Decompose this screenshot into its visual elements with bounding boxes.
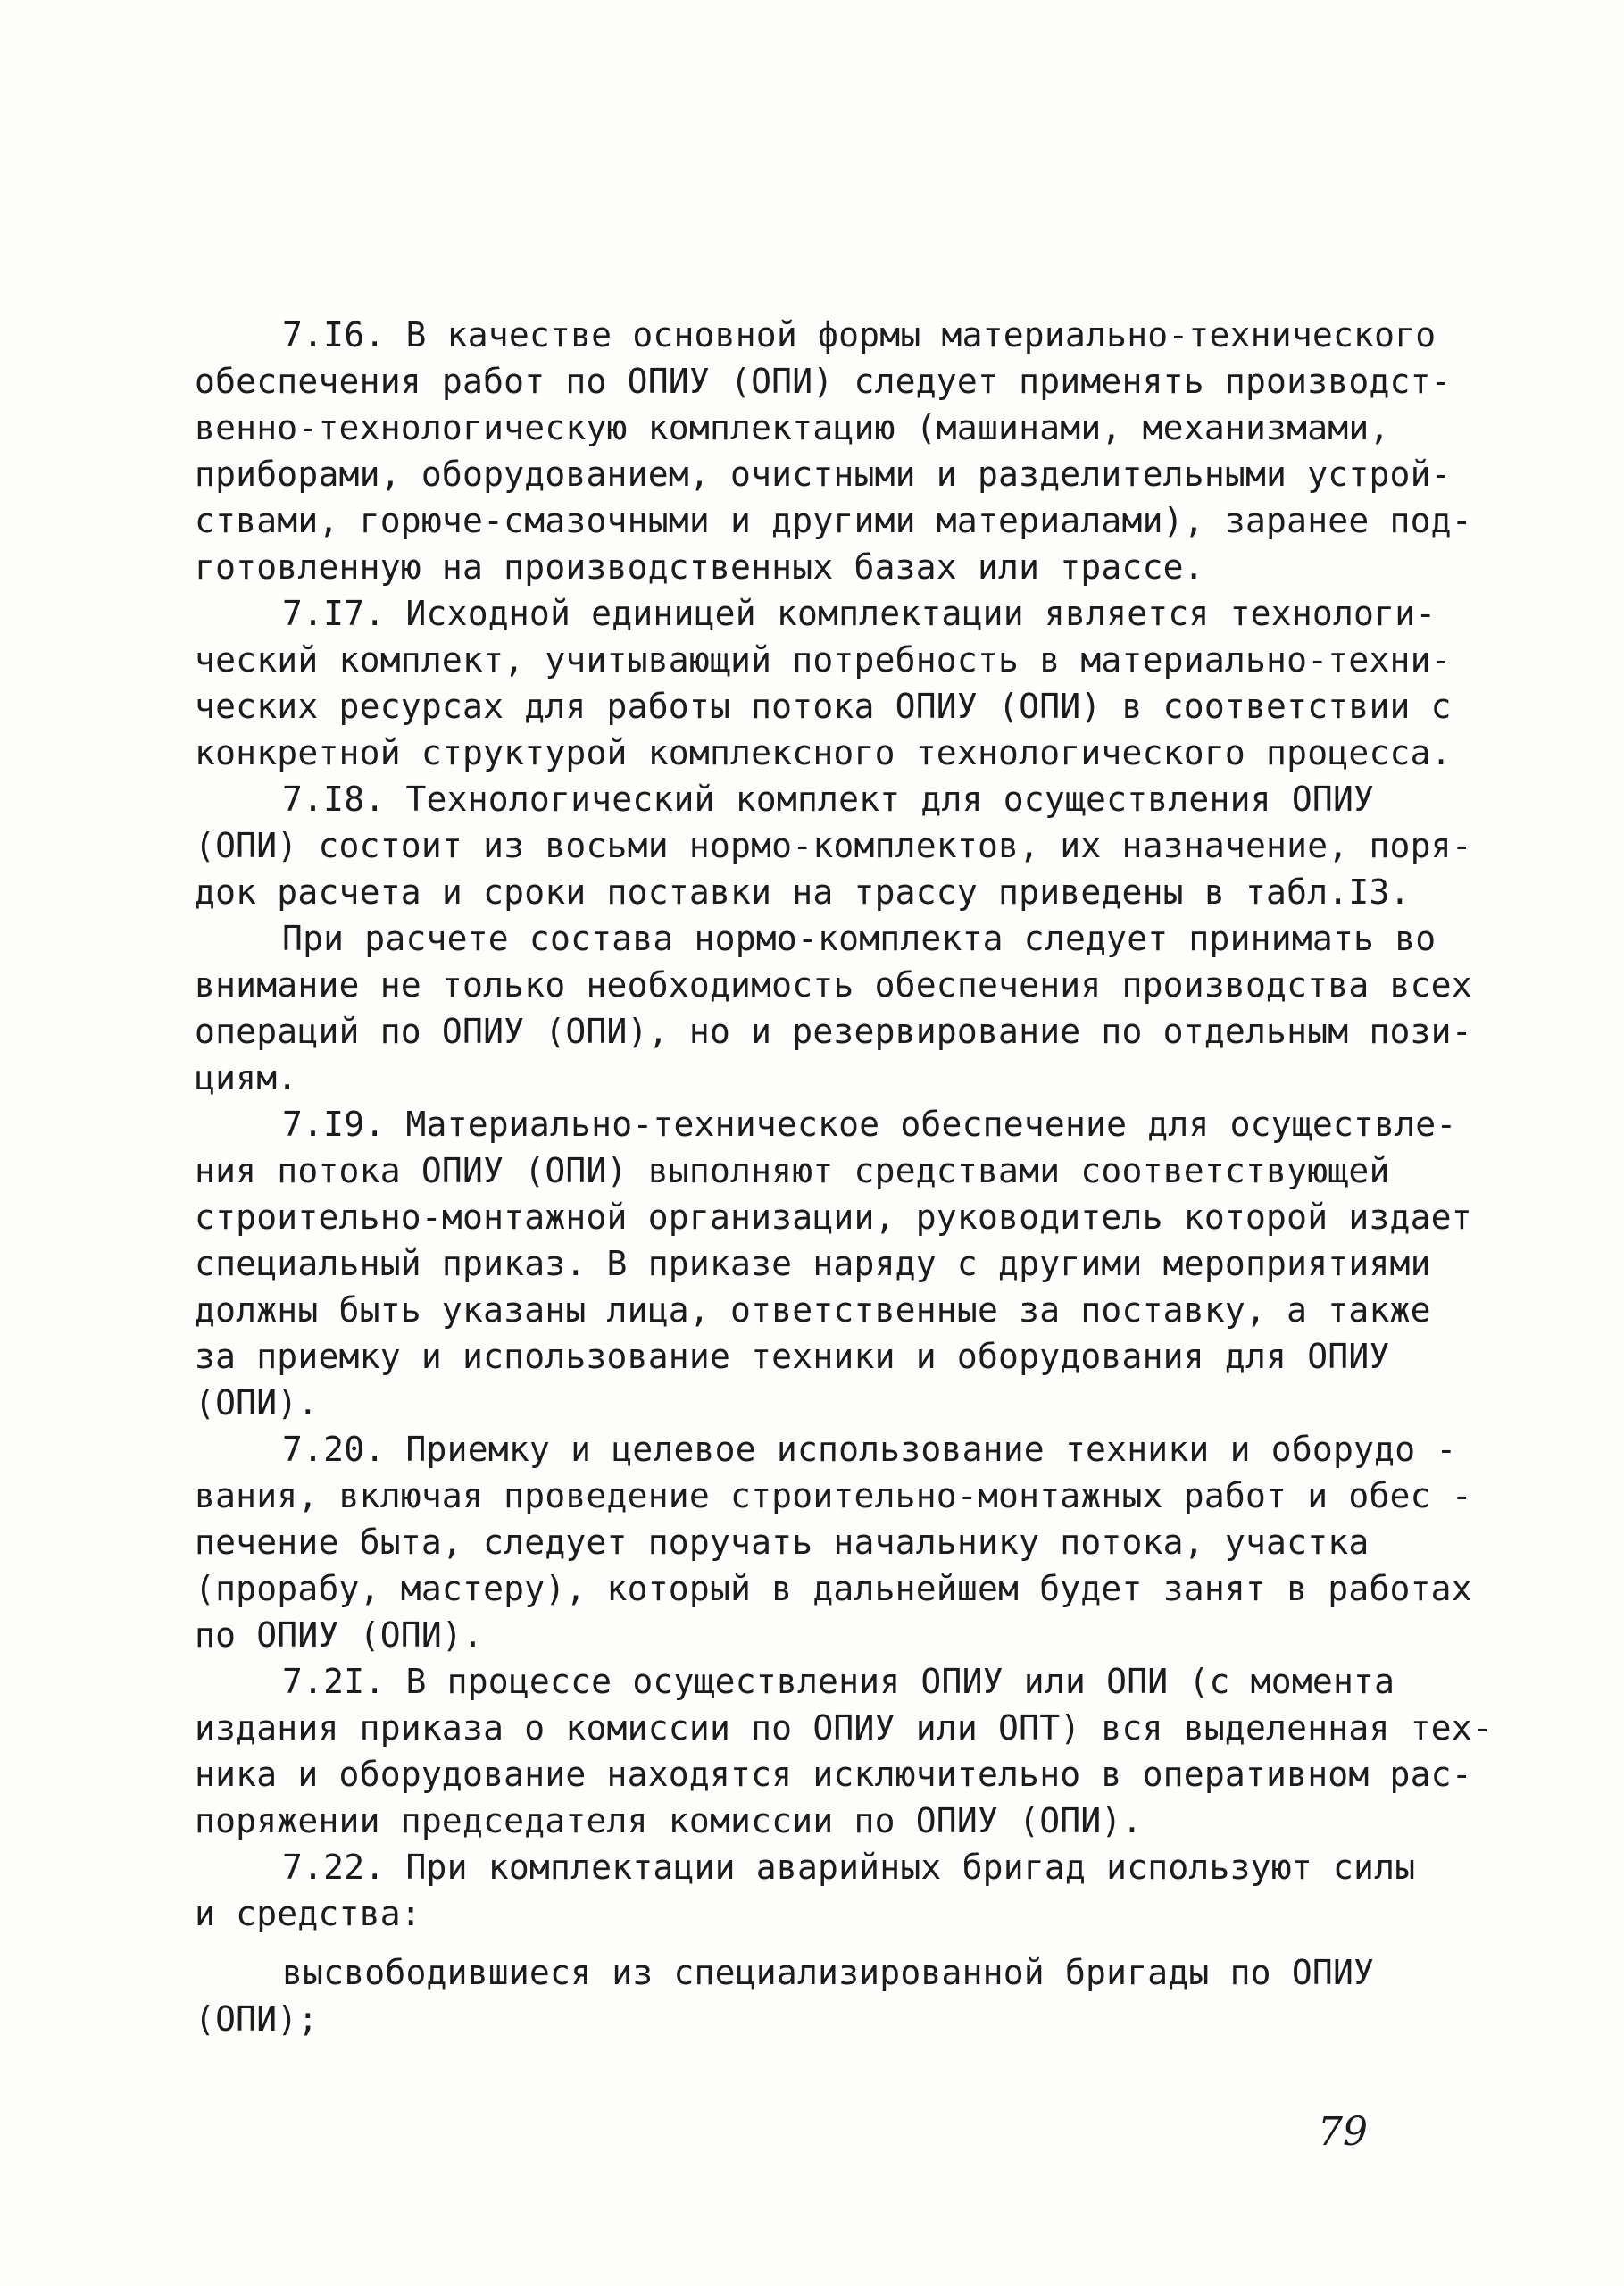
text-line: 7.I7. Исходной единицей комплектации является технологи- (282, 594, 1437, 633)
text-line: строительно-монтажной организации, руководитель которой издает (195, 1197, 1472, 1237)
text-line: венно-технологическую комплектацию (машинами, механизмами, (195, 408, 1390, 447)
text-line: внимание не только необходимость обеспечения производства всех (195, 965, 1472, 1005)
text-line: ствами, горюче-смазочными и другими материалами), заранее под- (195, 501, 1472, 540)
text-line: 7.22. При комплектации аварийных бригад используют силы (282, 1848, 1416, 1887)
text-line: док расчета и сроки поставки на трассу приведены в табл.I3. (195, 872, 1411, 912)
text-line: готовленную на производственных базах или трассе. (195, 547, 1204, 587)
text-line: (ОПИ). (195, 1383, 319, 1422)
page-number: 79 (1318, 2109, 1368, 2155)
text-line: циям. (195, 1058, 298, 1097)
text-line: печение быта, следует поручать начальнику потока, участка (195, 1523, 1370, 1562)
text-line: ческий комплект, учитывающий потребность в материально-техни- (195, 640, 1452, 680)
text-line: При расчете состава нормо-комплекта следует принимать во (282, 919, 1437, 958)
text-line: конкретной структурой комплексного технологического процесса. (195, 733, 1452, 772)
text-line: 7.2I. В процессе осуществления ОПИУ или ОПИ (с момента (282, 1662, 1395, 1701)
text-line: должны быть указаны лица, ответственные за поставку, а также (195, 1290, 1431, 1330)
text-line: за приемку и использование техники и оборудования для ОПИУ (195, 1337, 1390, 1376)
text-line: специальный приказ. В приказе наряду с другими мероприятиями (195, 1244, 1431, 1283)
text-line: 7.I8. Технологический комплект для осуществления ОПИУ (282, 780, 1375, 819)
text-line: ния потока ОПИУ (ОПИ) выполняют средствами соответствующей (195, 1151, 1390, 1190)
text-line: обеспечения работ по ОПИУ (ОПИ) следует применять производст- (195, 362, 1452, 401)
text-line: издания приказа о комиссии по ОПИУ или ОПТ) вся выделенная тех- (195, 1708, 1493, 1748)
text-line: высвободившиеся из специализированной бригады по ОПИУ (282, 1953, 1375, 1992)
text-line: и средства: (195, 1894, 421, 1933)
text-line: поряжении председателя комиссии по ОПИУ (ОПИ). (195, 1801, 1143, 1840)
text-line: вания, включая проведение строительно-монтажных работ и обес - (195, 1476, 1472, 1515)
text-line: ческих ресурсах для работы потока ОПИУ (ОПИ) в соответствии с (195, 687, 1452, 726)
text-line: по ОПИУ (ОПИ). (195, 1615, 484, 1655)
text-line: 7.I6. В качестве основной формы материально-технического (282, 315, 1437, 355)
text-line: приборами, оборудованием, очистными и разделительными устрой- (195, 455, 1452, 494)
text-line: (ОПИ); (195, 1999, 319, 2039)
text-line: ника и оборудование находятся исключительно в оперативном рас- (195, 1755, 1472, 1794)
text-line: 7.20. Приемку и целевое использование техники и оборудо - (282, 1430, 1457, 1469)
text-line: 7.I9. Материально-техническое обеспечение для осуществле- (282, 1105, 1457, 1144)
text-line: (прорабу, мастеру), который в дальнейшем будет занят в работах (195, 1569, 1472, 1608)
text-line: операций по ОПИУ (ОПИ), но и резервирование по отдельным пози- (195, 1012, 1472, 1051)
text-line: (ОПИ) состоит из восьми нормо-комплектов, их назначение, поря- (195, 826, 1472, 865)
